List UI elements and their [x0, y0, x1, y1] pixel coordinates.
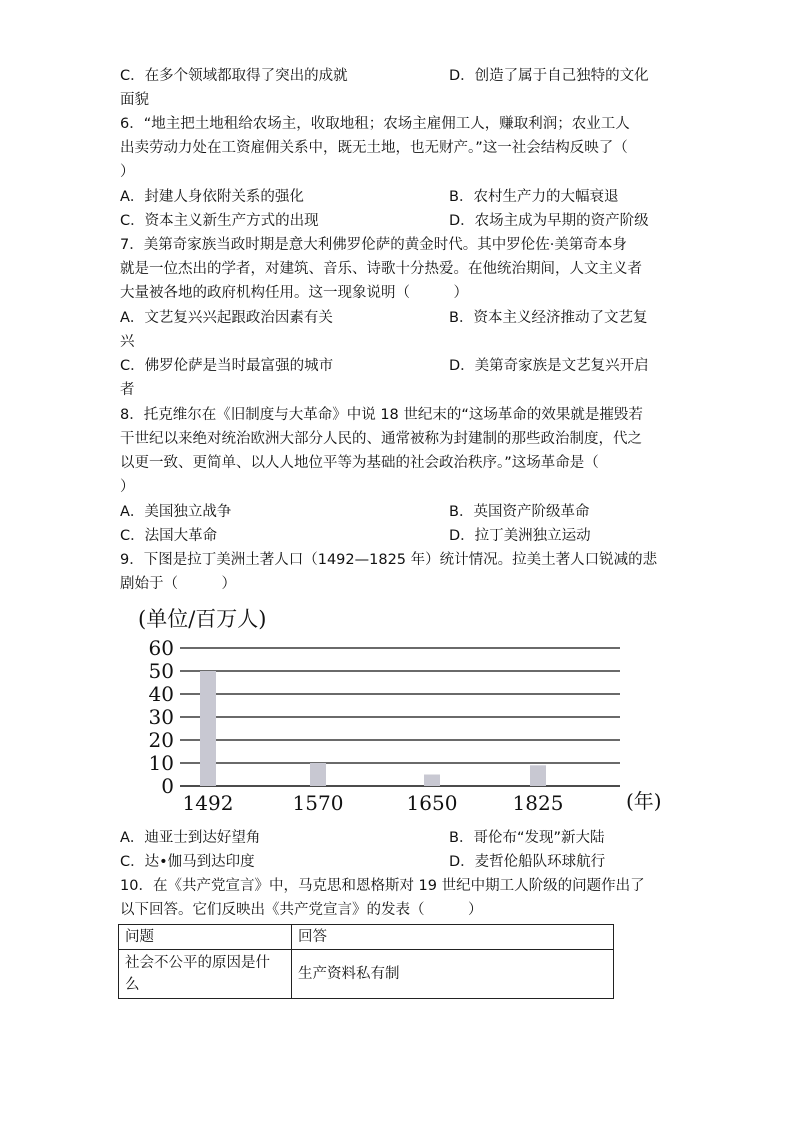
qa-table [118, 924, 614, 999]
q7-stem-line2: 就是一位杰出的学者，对建筑、音乐、诗歌十分热爱。在他统治期间，人文主义者 [120, 261, 642, 277]
q6-stem-line2: 出卖劳动力处在工资雇佣关系中，既无土地，也无财产。”这一社会结构反映了（ [120, 140, 628, 156]
x-tick-label: 1570 [292, 791, 344, 815]
q5-option-c: C．在多个领域都取得了突出的成就 [120, 68, 348, 84]
q10-stem-line1: 10．在《共产党宣言》中，马克思和恩格斯对 19 世纪中期工人阶级的问题作出了 [120, 878, 645, 894]
q8-option-b: B．英国资产阶级革命 [449, 504, 590, 520]
x-tick-label: 1825 [512, 791, 564, 815]
x-tick-label: 1650 [406, 791, 458, 815]
q9-option-d: D．麦哲伦船队环球航行 [449, 854, 606, 870]
table-header-question: 问题 [119, 925, 292, 950]
table-cell-question-line1: 社会不公平的原因是什 [125, 955, 270, 971]
q8-option-c: C．法国大革命 [120, 528, 218, 544]
q8-option-d: D．拉丁美洲独立运动 [449, 528, 591, 544]
q6-option-d: D．农场主成为早期的资产阶级 [449, 213, 649, 229]
q8-option-a: A．美国独立战争 [120, 504, 232, 520]
y-tick-label: 30 [148, 705, 174, 729]
table-header-row [119, 925, 614, 950]
q7-option-b: B．资本主义经济推动了文艺复 [449, 310, 648, 326]
x-axis-label: (年) [626, 789, 662, 813]
y-tick-label: 0 [161, 774, 174, 798]
y-tick-label: 10 [148, 751, 174, 775]
q7-option-c: C．佛罗伦萨是当时最富强的城市 [120, 358, 334, 374]
bar [310, 763, 326, 786]
q7-option-d: D．美第奇家族是文艺复兴开启 [449, 358, 649, 374]
q6-stem-line1: 6．“地主把土地租给农场主，收取地租；农场主雇佣工人，赚取利润；农业工人 [120, 116, 630, 132]
bar [200, 671, 216, 786]
q9-stem-line2: 剧始于（ ） [120, 576, 236, 592]
bar [530, 765, 546, 786]
y-tick-label: 20 [148, 728, 174, 752]
x-tick-label: 1492 [182, 791, 234, 815]
bar [424, 775, 440, 787]
q6-stem-line3: ） [120, 164, 135, 180]
chart-title: (单位/百万人) [138, 607, 267, 631]
q8-stem-line3: 以更一致、更简单、以人人地位平等为基础的社会政治秩序。”这场革命是（ [120, 455, 599, 471]
table-cell-question-line2: 么 [125, 977, 140, 993]
population-chart-svg [128, 600, 662, 822]
q8-stem-line4: ） [120, 479, 135, 495]
q6-option-c: C．资本主义新生产方式的出现 [120, 213, 319, 229]
q9-stem-line1: 9．下图是拉丁美洲土著人口（1492—1825 年）统计情况。拉美土著人口锐减的悲 [120, 552, 658, 568]
y-tick-label: 60 [148, 636, 174, 660]
q7-stem-line3: 大量被各地的政府机构任用。这一现象说明（ ） [120, 285, 468, 301]
q9-option-a: A．迪亚士到达好望角 [120, 830, 261, 846]
q7-option-b-cont: 兴 [120, 334, 135, 350]
table-cell-question [119, 950, 292, 999]
q9-option-c: C．达•伽马到达印度 [120, 854, 255, 870]
q8-stem-line2: 干世纪以来绝对统治欧洲大部分人民的、通常被称为封建制的那些政治制度，代之 [120, 431, 642, 447]
q10-stem-line2: 以下回答。它们反映出《共产党宣言》的发表（ ） [120, 902, 483, 918]
q7-option-d-cont: 者 [120, 382, 135, 398]
q6-option-a: A．封建人身依附关系的强化 [120, 189, 304, 205]
table-row [119, 950, 614, 999]
y-tick-label: 50 [148, 659, 174, 683]
y-tick-label: 40 [148, 682, 174, 706]
q5-option-d-cont: 面貌 [120, 92, 149, 108]
table-header-answer: 回答 [292, 925, 614, 950]
q7-stem-line1: 7．美第奇家族当政时期是意大利佛罗伦萨的黄金时代。其中罗伦佐·美第奇本身 [120, 237, 627, 253]
q5-option-d: D．创造了属于自己独特的文化 [449, 68, 649, 84]
q8-stem-line1: 8．托克维尔在《旧制度与大革命》中说 18 世纪末的“这场革命的效果就是摧毁若 [120, 407, 643, 423]
table-cell-answer: 生产资料私有制 [292, 950, 614, 999]
q7-option-a: A．文艺复兴兴起跟政治因素有关 [120, 310, 333, 326]
q9-option-b: B．哥伦布“发现”新大陆 [449, 830, 605, 846]
population-chart [128, 600, 662, 822]
q6-option-b: B．农村生产力的大幅衰退 [449, 189, 619, 205]
